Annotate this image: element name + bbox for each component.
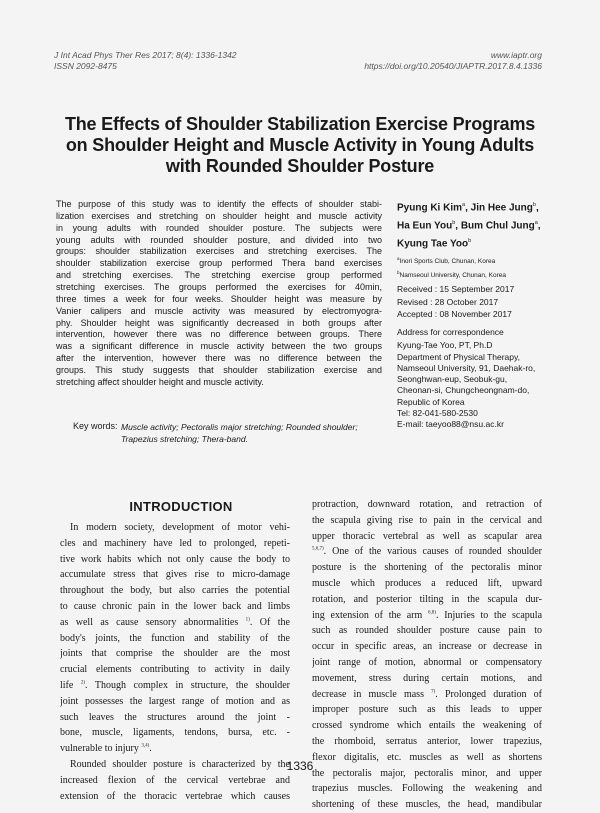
- body-line: trapezius muscles. Following the weakening and: [312, 783, 542, 795]
- body-line: shortening of these muscles, the head, mandibular: [312, 799, 542, 811]
- citation-ref: 2): [80, 680, 86, 686]
- affiliation-mark: a: [397, 256, 400, 261]
- correspondence-line: Department of Physical Therapy,: [397, 351, 520, 362]
- abstract-line: shoulder stabilization exercise group performed Thera band exercises: [56, 258, 382, 269]
- body-line: [60, 678, 290, 694]
- keywords: [121, 421, 451, 445]
- affiliations: [397, 253, 506, 281]
- body-text: vulnerable to injury: [60, 743, 139, 755]
- body-line: bone, muscle, ligaments, tendons, bursa, etc. -: [60, 727, 290, 739]
- affiliation-a: [397, 253, 506, 267]
- author-separator: ,: [535, 202, 539, 214]
- author-name: Bum Chul Jung: [460, 220, 535, 232]
- abstract: [56, 199, 382, 395]
- body-line: crossed syndrome which entails the weakening of: [312, 720, 542, 732]
- body-line: crucial elements contributing to activity in daily: [60, 664, 290, 676]
- correspondence-email[interactable]: E-mail: taeyoo88@nsu.ac.kr: [397, 419, 504, 429]
- abstract-line: lization exercises and stretching on shoulder height and muscle activity: [56, 210, 382, 221]
- abstract-line: stretching exercises. The groups performed the exercises for 40min,: [56, 282, 382, 293]
- body-line: accumulate stress that gives rise to micro-damage: [60, 569, 290, 581]
- correspondence-line: Republic of Korea: [397, 396, 465, 407]
- correspondence-block: [397, 327, 535, 430]
- body-text: .: [149, 743, 152, 755]
- keywords-line: Muscle activity; Pectoralis major stretching; Rounded shoulder;: [121, 422, 358, 432]
- affiliation-b: [397, 267, 506, 281]
- body-text: ing extension of the arm: [312, 609, 423, 621]
- citation-ref: 5,6,7): [312, 547, 324, 553]
- author-list: [397, 198, 547, 251]
- keywords-label: Key words:: [73, 421, 118, 431]
- body-line: throughout the body, but also carries the potential: [60, 585, 290, 597]
- abstract-line: young adults with rounded shoulder posture, and divided into two: [56, 234, 382, 245]
- body-line: tive work habits which not only cause the body to: [60, 553, 290, 565]
- body-line: flexor digitalis, etc. muscles as well as shortens: [312, 751, 542, 763]
- abstract-line: Vanier calipers and muscle activity was measured by electromyogra-: [56, 305, 382, 316]
- body-line: cles and machinery have led to prolonged, repeti-: [60, 537, 290, 549]
- title-line: on Shoulder Height and Muscle Activity in Young Adults: [65, 135, 535, 155]
- author-name: Pyung Ki Kim: [397, 202, 463, 214]
- journal-reference: J Int Acad Phys Ther Res 2017; 8(4): 1336-1342: [54, 50, 237, 60]
- author-affiliation-mark: a: [462, 202, 466, 208]
- body-line: [60, 615, 290, 631]
- affiliation-text: Namseoul University, Chunan, Korea: [399, 272, 506, 280]
- body-line: Rounded shoulder posture is characterized by the: [70, 758, 290, 770]
- body-line: [312, 608, 542, 624]
- citation-ref: 6,8): [428, 610, 436, 616]
- author-line: [397, 234, 547, 252]
- page-number: 1336: [286, 759, 314, 773]
- body-line: such leaves the structures around the joint -: [60, 711, 290, 723]
- body-text: . Though complex in structure, the shoulder: [85, 679, 290, 691]
- author-affiliation-mark: b: [452, 219, 456, 226]
- affiliation-text: Inori Sports Club, Chunan, Korea: [399, 258, 496, 266]
- author-line: [397, 198, 547, 216]
- journal-citation: [54, 50, 237, 72]
- journal-website[interactable]: www.iaptr.org: [490, 50, 542, 60]
- body-line: increased flexion of the cervical vertebrae and: [60, 774, 290, 786]
- abstract-line: groups: shoulder stabilization exercises and stretching exercises. The: [56, 246, 382, 257]
- body-line: joint range of motion, abnormal or compensatory: [312, 656, 542, 668]
- author-affiliation-mark: b: [468, 237, 472, 244]
- body-line: In modern society, development of motor vehi-: [70, 522, 290, 533]
- title-line: The Effects of Shoulder Stabilization Exercise Programs: [64, 114, 536, 134]
- body-line: extension of the thoracic vertebrae which causes: [60, 790, 290, 802]
- citation-ref: 1): [245, 617, 250, 623]
- body-line: [60, 741, 290, 757]
- body-line: muscle which produces a reduced lift, upward: [312, 577, 542, 589]
- article-dates: [397, 283, 514, 321]
- abstract-line: three times a week for four weeks. Shoulder height was measure by: [56, 293, 382, 304]
- abstract-line: was a significant difference in muscle activity between the two groups: [56, 341, 382, 352]
- revised-date: Revised : 28 October 2017: [397, 296, 499, 307]
- author-affiliation-mark: a: [534, 219, 538, 226]
- body-line: joint possesses the largest range of motion and as: [60, 695, 290, 707]
- paper-title: [40, 114, 560, 177]
- body-line: posture is the shortening of the pectoralis minor: [312, 562, 542, 574]
- body-line: protraction, downward rotation, and retraction of: [312, 499, 542, 510]
- citation-ref: 7): [431, 689, 436, 695]
- body-line: upper thoracic vertebral as well as scapular area: [312, 530, 542, 542]
- affiliation-mark: b: [397, 270, 400, 276]
- author-affiliation-mark: b: [532, 202, 536, 208]
- body-line: such as rounded shoulder posture cause pain to: [312, 625, 542, 637]
- keywords-line: Trapezius stretching; Thera-band.: [121, 434, 248, 444]
- body-line: [312, 687, 542, 703]
- received-date: Received : 15 September 2017: [397, 284, 515, 294]
- body-line: the pectoralis major, pectoralis minor, and upper: [312, 767, 542, 779]
- correspondence-phone: Tel: 82-041-580-2530: [397, 407, 478, 418]
- abstract-line: intervention, however there was no difference between groups. There: [56, 329, 382, 340]
- author-line: [397, 216, 547, 234]
- journal-links: [364, 50, 542, 72]
- body-text: . Prolonged duration of: [435, 688, 542, 700]
- body-text: . Injuries to the scapula: [435, 609, 542, 621]
- abstract-line: phy. Shoulder height was significantly decreased in both groups after: [56, 317, 382, 328]
- accepted-date: Accepted : 08 November 2017: [397, 309, 512, 319]
- body-text: as well as cause sensory abnormalities: [60, 616, 239, 628]
- author-separator: ,: [537, 220, 541, 232]
- correspondence-heading: Address for correspondence: [397, 327, 504, 337]
- author-separator: ,: [465, 202, 468, 214]
- body-line: occur in specific areas, an increase or decrease in: [312, 641, 542, 653]
- author-name: Kyung Tae Yoo: [397, 237, 469, 249]
- body-line: movement, stress during certain motions, and: [312, 672, 542, 684]
- author-name: Ha Eun You: [397, 220, 453, 232]
- abstract-line: stretching affect shoulder height and muscle activity.: [56, 376, 264, 387]
- correspondence-line: Cheonan-si, Chungcheongnam-do,: [397, 385, 530, 396]
- citation-ref: 3,4): [141, 743, 150, 749]
- doi-link[interactable]: https://doi.org/10.20540/JIAPTR.2017.8.4.1336: [364, 61, 542, 71]
- correspondence-line: Kyung-Tae Yoo, PT, Ph.D: [397, 340, 493, 351]
- author-name: Jin Hee Jung: [470, 202, 533, 214]
- section-heading: INTRODUCTION: [129, 499, 233, 514]
- body-text: . One of the various causes of rounded shoulder: [323, 546, 542, 558]
- body-text: decrease in muscle mass: [312, 688, 424, 700]
- correspondence-line: Namseoul University, 91, Daehak-ro,: [397, 362, 536, 373]
- author-separator: ,: [455, 220, 459, 232]
- body-text: life: [60, 679, 74, 691]
- abstract-line: and stretching exercises. The stretching exercise group performed: [56, 270, 382, 281]
- body-line: improper posture such as this leads to upper: [312, 704, 542, 716]
- body-line: to cause chronic pain in the lower back and limbs: [60, 600, 290, 612]
- body-line: the rhomboid, serratus anterior, lower trapezius,: [312, 735, 542, 747]
- body-line: body's joints, the function and stability of the: [60, 632, 290, 644]
- abstract-line: in young adults with rounded shoulder posture. The subjects were: [56, 222, 382, 233]
- body-line: joints that comprise the shoulder are the most: [60, 648, 290, 660]
- issn: ISSN 2092-8475: [54, 61, 117, 71]
- abstract-line: The purpose of this study was to identify the effects of shoulder stabi-: [56, 199, 382, 209]
- correspondence-line: Seonghwan-eup, Seobuk-gu,: [397, 374, 508, 384]
- abstract-line: groups. This study suggests that shoulder stabilization exercise and: [56, 365, 382, 376]
- body-text: . Of the: [249, 616, 290, 628]
- title-line: with Rounded Shoulder Posture: [165, 156, 435, 176]
- body-line: [312, 544, 542, 560]
- body-line: rotation, and posterior tilting in the scapula dur-: [312, 593, 542, 605]
- abstract-line: after the intervention, however there was no difference between the: [56, 353, 382, 364]
- body-line: the scapula giving rise to pain in the cervical and: [312, 514, 542, 526]
